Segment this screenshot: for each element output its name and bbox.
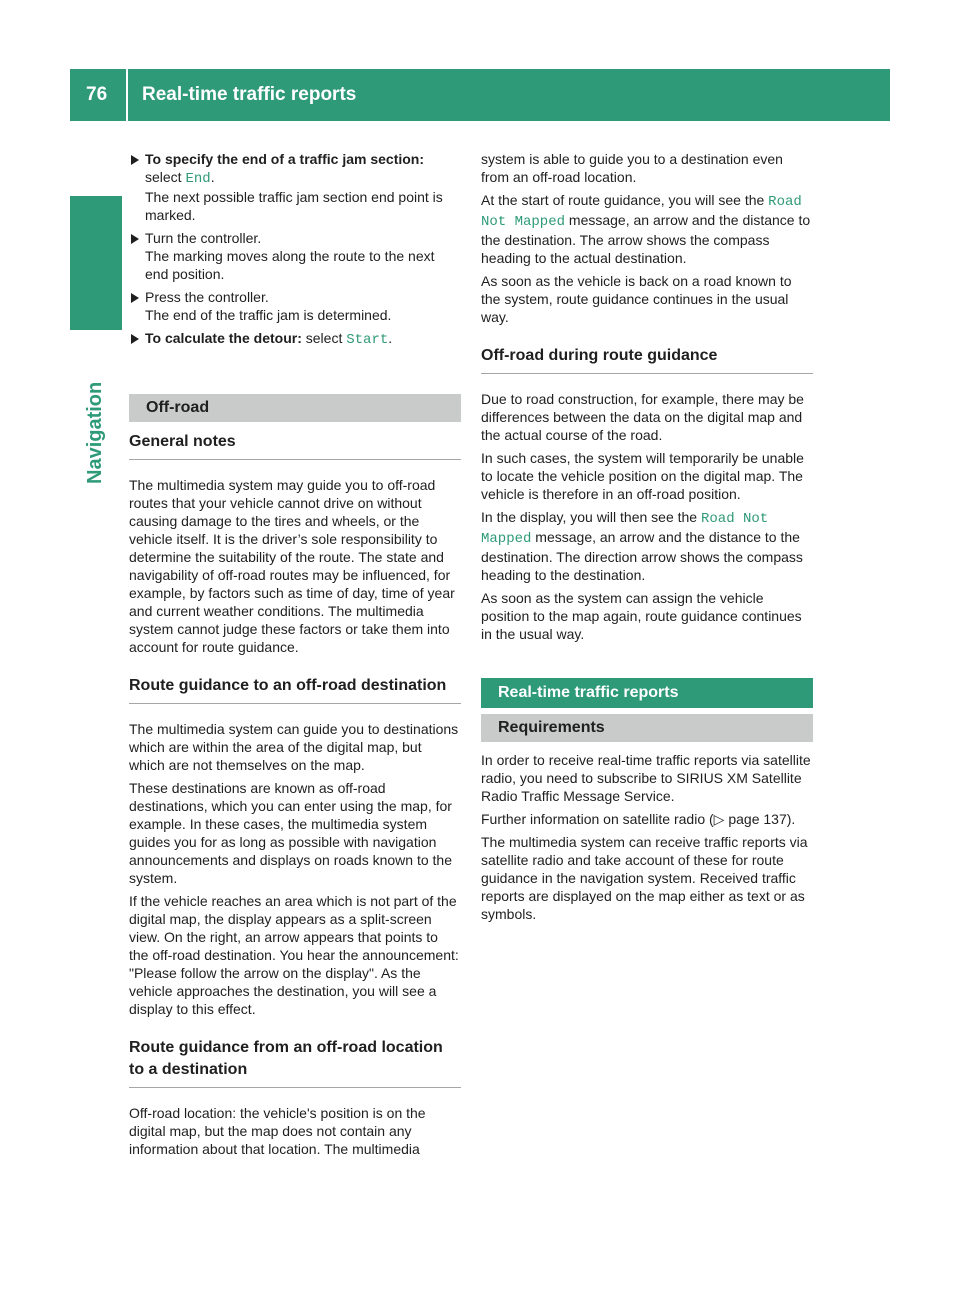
step-title: Press the controller. xyxy=(145,289,269,305)
chapter-label: Navigation xyxy=(84,381,106,484)
step-result: The next possible traffic jam section end point is marked. xyxy=(145,189,443,223)
page-ref-icon: ▷ xyxy=(713,811,725,827)
step-result: The end of the traffic jam is determined. xyxy=(145,307,392,323)
section-heading-requirements: Requirements xyxy=(481,714,813,742)
chapter-tab xyxy=(70,196,122,330)
text-segment: message, an arrow and the distance to the destination. The direction arrow shows the compass heading to the destination. xyxy=(481,529,803,583)
step-select-text: select xyxy=(145,169,186,185)
text-segment: In the display, you will then see the xyxy=(481,509,701,525)
text-segment: At the start of route guidance, you will see the xyxy=(481,192,769,208)
step-result: The marking moves along the route to the next end position. xyxy=(145,248,435,282)
text-segment: message, an arrow and the distance to the destination. The arrow shows the compass heading to the actual destination. xyxy=(481,212,811,266)
paragraph: As soon as the system can assign the vehicle position to the map again, route guidance continues in the usual way. xyxy=(481,590,802,642)
left-column xyxy=(129,150,461,1163)
header-title: Real-time traffic reports xyxy=(128,69,890,121)
paragraph xyxy=(481,810,813,828)
step-arrow-icon xyxy=(131,234,139,244)
paragraph: Due to road construction, for example, there may be differences between the data on the digital map and the actual course of the road. xyxy=(481,391,804,443)
paragraph xyxy=(481,508,813,584)
display-text-road-not-mapped: Road Not Mapped xyxy=(481,194,802,230)
paragraph: The multimedia system can guide you to destinations which are within the area of the digital map, but which are not themselves on the map. xyxy=(129,721,459,773)
paragraph: The multimedia system may guide you to off-road routes that your vehicle cannot drive on without causing damage to the tires and wheels, or the vehicle itself. It is the driver’s sole responsibility to determine the suitability of the route. The state and navigability of off-road routes may be influenced, for example, by factors such as time of day, time of year and current weather conditions. The multimedia system cannot judge these factors or take them into account for route guidance. xyxy=(129,477,455,655)
display-text-start: Start xyxy=(346,332,389,348)
step-select-text: select xyxy=(301,330,347,346)
step-punct: . xyxy=(210,169,215,185)
paragraph xyxy=(481,191,813,267)
display-text-road-not-mapped: Road Not Mapped xyxy=(481,511,769,547)
page-ref-link[interactable]: page 137). xyxy=(724,811,796,827)
paragraph: In such cases, the system will temporarily be unable to locate the vehicle position on the digital map. The vehicle is therefore in an off-road position. xyxy=(481,450,804,502)
heading-route-from-offroad: Route guidance from an off-road location to a destination xyxy=(129,1037,461,1088)
instruction-step xyxy=(129,329,461,349)
page-header xyxy=(70,69,890,121)
paragraph: In order to receive real-time traffic reports via satellite radio, you need to subscribe to SIRIUS XM Satellite Radio Traffic Message Service. xyxy=(481,752,811,804)
display-text-end: End xyxy=(185,171,211,187)
section-heading-offroad: Off-road xyxy=(129,394,461,422)
paragraph: Off-road location: the vehicle's position is on the digital map, but the map does not contain any information about that location. The multimedia xyxy=(129,1105,426,1157)
step-title: Turn the controller. xyxy=(145,230,262,246)
paragraph: system is able to guide you to a destination even from an off-road location. xyxy=(481,151,783,185)
heading-general-notes: General notes xyxy=(129,431,461,460)
paragraph: These destinations are known as off-road destinations, which you can enter using the map, for example. In these cases, the multimedia system guides you for as long as possible with navigation announcements and displays on roads known to the system. xyxy=(129,780,452,886)
right-column xyxy=(481,150,813,928)
step-label: To specify the end of a traffic jam section: xyxy=(145,151,425,167)
page-number: 76 xyxy=(70,69,126,121)
step-arrow-icon xyxy=(131,293,139,303)
instruction-step xyxy=(129,288,461,324)
heading-route-to-offroad: Route guidance to an off-road destination xyxy=(129,675,461,704)
paragraph: If the vehicle reaches an area which is not part of the digital map, the display appears as a split-screen view. On the right, an arrow appears that points to the off-road destination. You hear the announcement: "Please follow the arrow on the display". As the vehicle approaches the destination, you will see a display to this effect. xyxy=(129,893,459,1017)
step-arrow-icon xyxy=(131,155,139,165)
text-segment: Further information on satellite radio ( xyxy=(481,811,714,827)
heading-offroad-during-guidance: Off-road during route guidance xyxy=(481,345,813,374)
paragraph: The multimedia system can receive traffic reports via satellite radio and take account of these for route guidance in the navigation system. Received traffic reports are displayed on the map either as text or as symbols. xyxy=(481,834,808,922)
paragraph: As soon as the vehicle is back on a road known to the system, route guidance continues in the usual way. xyxy=(481,273,792,325)
step-label: To calculate the detour: xyxy=(145,330,302,346)
step-punct: . xyxy=(388,330,393,346)
step-arrow-icon xyxy=(131,334,139,344)
section-heading-real-time-traffic: Real-time traffic reports xyxy=(481,678,813,708)
instruction-step xyxy=(129,229,461,283)
instruction-step xyxy=(129,150,461,224)
